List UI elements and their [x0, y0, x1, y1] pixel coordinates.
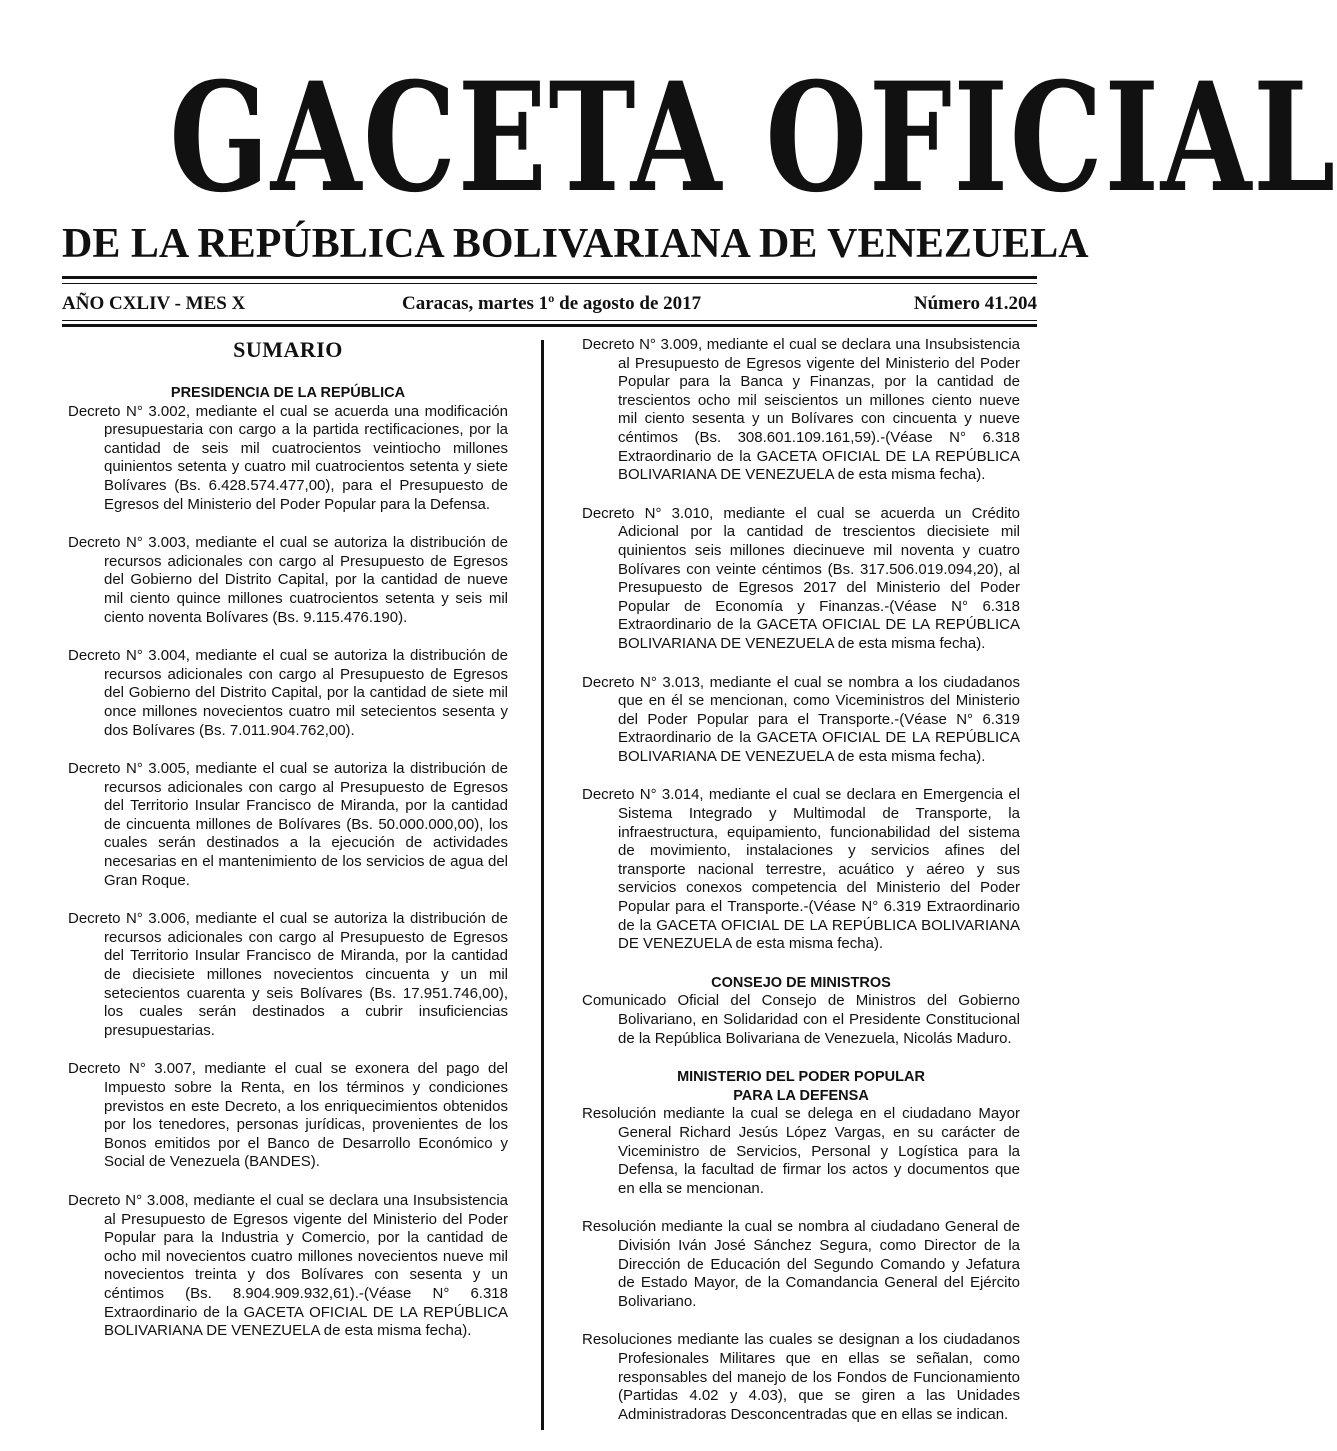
column-separator [541, 340, 544, 1430]
issue-date: Caracas, martes 1º de agosto de 2017 [402, 293, 702, 314]
summary-entry: Decreto N° 3.006, mediante el cual se autoriza la distribución de recursos adicionales con cargo al Presupuesto de Egresos del Territorio Insular Francisco de Miranda, por la cantidad de diecisiete millones novecientos cincuenta y un mil setecientos cuarenta y seis Bolívares (Bs. 17.951.746,00), los cuales serán destinados a cubrir insuficiencias presupuestarias. [68, 910, 508, 1039]
summary-left-column [68, 336, 508, 1361]
issue-number: Número 41.204 [913, 293, 1037, 314]
summary-entry: Decreto N° 3.005, mediante el cual se autoriza la distribución de recursos adicionales con cargo al Presupuesto de Egresos del Territorio Insular Francisco de Miranda, por la cantidad de cincuenta millones de Bolívares (Bs. 50.000.000,00), los cuales serán destinados a la ejecución de actividades necesarias en el mantenimiento de los servicios de agua del Gran Roque. [68, 760, 508, 889]
summary-entry: Decreto N° 3.007, mediante el cual se exonera del pago del Impuesto sobre la Renta, en los términos y condiciones previstos en este Decreto, a los enriquecimientos obtenidos por los tenedores, personas jurídicas, provenientes de los Bonos emitidos por el Banco de Desarrollo Económico y Social de Venezuela (BANDES). [68, 1060, 508, 1171]
top-rule-thick [62, 276, 1037, 279]
gazette-subtitle: DE LA REPÚBLICA BOLIVARIANA DE VENEZUELA [62, 221, 1089, 267]
issue-year-month: AÑO CXLIV - MES X [62, 293, 246, 314]
summary-entry: Decreto N° 3.009, mediante el cual se declara una Insubsistencia al Presupuesto de Egresos vigente del Ministerio del Poder Popular para la Banca y Finanzas, por la cantidad de trescientos ocho mil seiscientos un millones ciento nueve mil ciento sesenta y un Bolívares con cincuenta y nueve céntimos (Bs. 308.601.109.161,59).-(Véase N° 6.318 Extraordinario de la GACETA OFICIAL DE LA REPÚBLICA BOLIVARIANA DE VENEZUELA de esta misma fecha). [582, 336, 1020, 484]
section-heading-consejo: CONSEJO DE MINISTROS [711, 974, 891, 991]
summary-entry: Decreto N° 3.013, mediante el cual se nombra a los ciudadanos que en él se mencionan, como Viceministros del Ministerio del Poder Popular para el Transporte.-(Véase N° 6.319 Extraordinario de la GACETA OFICIAL DE LA REPÚBLICA BOLIVARIANA DE VENEZUELA de esta misma fecha). [582, 673, 1020, 765]
summary-entry: Resolución mediante la cual se nombra al ciudadano General de División Iván José Sánchez Segura, como Director de la Dirección de Educación del Segundo Comando y Jefatura de Estado Mayor, de la Comandancia General del Ejército Bolivariano. [582, 1218, 1020, 1310]
summary-entry: Resoluciones mediante las cuales se designan a los ciudadanos Profesionales Militares que en ellas se señalan, como responsables del manejo de los Fondos de Funcionamiento (Partidas 4.02 y 4.03), que se giren a las Unidades Administradoras Desconcentradas que en ellas se indican. [582, 1331, 1020, 1423]
summary-entry: Decreto N° 3.003, mediante el cual se autoriza la distribución de recursos adicionales con cargo al Presupuesto de Egresos del Gobierno del Distrito Capital, por la cantidad de nueve mil ciento quince millones cuatrocientos setenta y seis mil ciento noventa Bolívares (Bs. 9.115.476.190). [68, 534, 508, 626]
gazette-title: GACETA OFICIAL [169, 50, 1337, 226]
bottom-rule-thick [62, 324, 1037, 327]
summary-entry: Decreto N° 3.004, mediante el cual se autoriza la distribución de recursos adicionales con cargo al Presupuesto de Egresos del Gobierno del Distrito Capital, por la cantidad de siete mil once millones novecientos cuatro mil setecientos sesenta y dos Bolívares (Bs. 7.011.904.762,00). [68, 647, 508, 739]
summary-entry: Decreto N° 3.002, mediante el cual se acuerda una modificación presupuestaria con cargo a la partida rectificaciones, por la cantidad de seis mil cuatrocientos veintiocho millones quinientos setenta y cuatro mil cuatrocientos setenta y siete Bolívares (Bs. 6.428.574.477,00), para el Presupuesto de Egresos del Ministerio del Poder Popular para la Defensa. [68, 402, 508, 513]
section-heading-defensa-line2: PARA LA DEFENSA [733, 1087, 869, 1104]
summary-entry: Decreto N° 3.008, mediante el cual se declara una Insubsistencia al Presupuesto de Egresos vigente del Ministerio del Poder Popular para la Industria y Comercio, por la cantidad de ocho mil novecientos cuatro millones novecientos nueve mil novecientos treinta y dos Bolívares con sesenta y un céntimos (Bs. 8.904.909.932,61).-(Véase N° 6.318 Extraordinario de la GACETA OFICIAL DE LA REPÚBLICA BOLIVARIANA DE VENEZUELA de esta misma fecha). [68, 1191, 508, 1340]
summary-heading: SUMARIO [233, 337, 343, 362]
summary-entry: Decreto N° 3.010, mediante el cual se acuerda un Crédito Adicional por la cantidad de trescientos diecisiete mil quinientos seis millones diecinueve mil noventa y cuatro Bolívares con veinte céntimos (Bs. 317.506.019.094,20), al Presupuesto de Egresos 2017 del Ministerio del Poder Popular de Economía y Finanzas.-(Véase N° 6.318 Extraordinario de la GACETA OFICIAL DE LA REPÚBLICA BOLIVARIANA DE VENEZUELA de esta misma fecha). [582, 504, 1020, 652]
issue-info-bar [62, 291, 1037, 317]
top-rule-thin [62, 283, 1037, 284]
bottom-rule-thin [62, 320, 1037, 321]
summary-entry: Resolución mediante la cual se delega en el ciudadano Mayor General Richard Jesús López Vargas, en su carácter de Viceministro de Servicios, Personal y Logística para la Defensa, la facultad de firmar los actos y documentos que en ella se mencionan. [582, 1105, 1020, 1197]
summary-right-column [582, 336, 1020, 1444]
section-heading-presidencia: PRESIDENCIA DE LA REPÚBLICA [170, 385, 406, 401]
section-heading-defensa-line1: MINISTERIO DEL PODER POPULAR [677, 1069, 925, 1086]
summary-entry: Decreto N° 3.014, mediante el cual se declara en Emergencia el Sistema Integrado y Multimodal de Transporte, la infraestructura, equipamiento, funcionabilidad del sistema de movimiento, instalaciones y servicios afines del transporte nacional terrestre, acuático y aéreo y sus servicios conexos competencia del Ministerio del Poder Popular para el Transporte.-(Véase N° 6.319 Extraordinario de la GACETA OFICIAL DE LA REPÚBLICA BOLIVARIANA DE VENEZUELA de esta misma fecha). [582, 786, 1020, 953]
summary-entry: Comunicado Oficial del Consejo de Ministros del Gobierno Bolivariano, en Solidaridad con el Presidente Constitucional de la República Bolivariana de Venezuela, Nicolás Maduro. [582, 992, 1020, 1047]
